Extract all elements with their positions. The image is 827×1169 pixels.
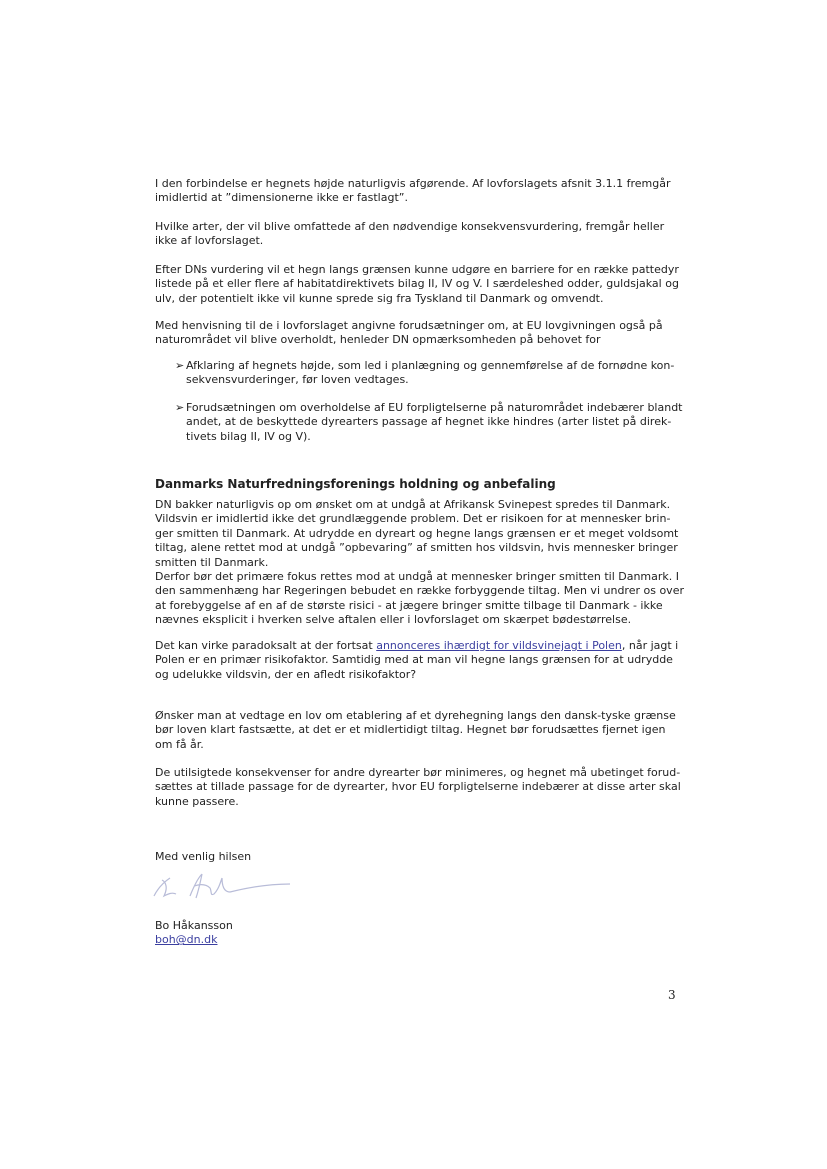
bullet-text: Afklaring af hegnets højde, som led i planlægning og gennemførelse af de fornødne kon-sekvensvurderinger, før loven vedtages. — [186, 359, 675, 387]
paragraph-dn-vurdering — [155, 263, 685, 306]
paragraph-text: Ønsker man at vedtage en lov om etablering af et dyrehegning langs den dansk-tyske grænse bør loven klart fastsætte, at det er et midlertidigt tiltag. Hegnet bør forudsættes fjernet igen om få år. — [155, 709, 676, 751]
text-run: , når jagt i Polen er en primær risikofaktor. Samtidig med at man vil hegne langs grænsen for at udrydde og udelukke vildsvin, der en afledt risikofaktor? — [155, 639, 679, 681]
email-link[interactable]: boh@dn.dk — [155, 933, 218, 947]
paragraph-text: Derfor bør det primære fokus rettes mod at undgå at mennesker bringer smitten til Danmark. I den sammenhæng har Regeringen bebudet en række forbyggende tiltag. Men vi undrer os over at forebyggelse af en af de største risici - at jægere bringer smitte tilbage til Danmark - ikke nævnes eksplicit i hverken selve aftalen eller i lovforslaget om skærpet bødestørrelse. — [155, 570, 684, 627]
paragraph-henvisning — [155, 319, 685, 348]
paragraph-text: DN bakker naturligvis op om ønsket om at undgå at Afrikansk Svinepest spredes til Danmark. Vildsvin er imidlertid ikke det grundlæggende problem. Det er risikoen for at mennesker brin-ger smitten til Danmark. At udrydde en dyreart og hegne langs grænsen er et meget voldsomt tiltag, alene rettet mod at undgå ”opbevaring” af smitten hos vildsvin, hvis mennesker bringer smitten til Danmark. — [155, 498, 679, 569]
paragraph-text: Med henvisning til de i lovforslaget angivne forudsætninger om, at EU lovgivningen også på naturområdet vil blive overholdt, henleder DN opmærksomheden på behovet for — [155, 319, 663, 347]
paragraph-text: I den forbindelse er hegnets højde naturligvis afgørende. Af lovforslagets afsnit 3.1.1 fremgår imidlertid at ”dimensionerne ikke er fastlagt”. — [155, 177, 671, 205]
paragraph-text: De utilsigtede konsekvenser for andre dyrearter bør minimeres, og hegnet må ubetinget forud-sættes at tillade passage for de dyrearter, hvor EU forpligtelserne indebærer at disse arter skal kunne passere. — [155, 766, 681, 808]
closing-greeting — [155, 850, 685, 864]
bullet-item — [175, 401, 685, 444]
vildsvinejagt-link[interactable]: annonceres ihærdigt for vildsvinejagt i Polen — [376, 639, 622, 652]
paragraph-lov-midlertidig — [155, 709, 685, 752]
paragraph-text: Efter DNs vurdering vil et hegn langs grænsen kunne udgøre en barriere for en række pattedyr listede på et eller flere af habitatdirektivets bilag II, IV og V. I særdeleshed odder, guldsjakal og ulv, der potentielt ikke vil kunne sprede sig fra Tyskland til Danmark og omvendt. — [155, 263, 679, 305]
signature-image — [150, 866, 300, 904]
paragraph-paradoks — [155, 639, 685, 682]
sender-name: Bo Håkansson — [155, 919, 233, 932]
bullet-text: Forudsætningen om overholdelse af EU forpligtelserne på naturområdet indebærer blandt andet, at de beskyttede dyrearters passage af hegnet ikke hindres (arter listet på direk-tivets bilag II, IV og V). — [186, 401, 683, 443]
page-number: 3 — [668, 988, 676, 1002]
paragraph-konsekvenser — [155, 766, 685, 809]
text-run: Det kan virke paradoksalt at der fortsat — [155, 639, 377, 652]
section-heading: Danmarks Naturfredningsforenings holdning og anbefaling — [155, 477, 556, 491]
arrow-bullet-icon: ➢ — [175, 359, 185, 372]
arrow-bullet-icon: ➢ — [175, 401, 185, 414]
paragraph-dn-bakker — [155, 498, 685, 628]
paragraph-text: Hvilke arter, der vil blive omfattede af den nødvendige konsekvensvurdering, fremgår heller ikke af lovforslaget. — [155, 220, 665, 248]
closing-signature-block — [155, 919, 685, 948]
paragraph-hegn-hoejde — [155, 177, 685, 206]
bullet-item — [175, 359, 685, 388]
paragraph-arter — [155, 220, 685, 249]
paragraph-text — [155, 639, 685, 682]
greeting-text: Med venlig hilsen — [155, 850, 252, 863]
